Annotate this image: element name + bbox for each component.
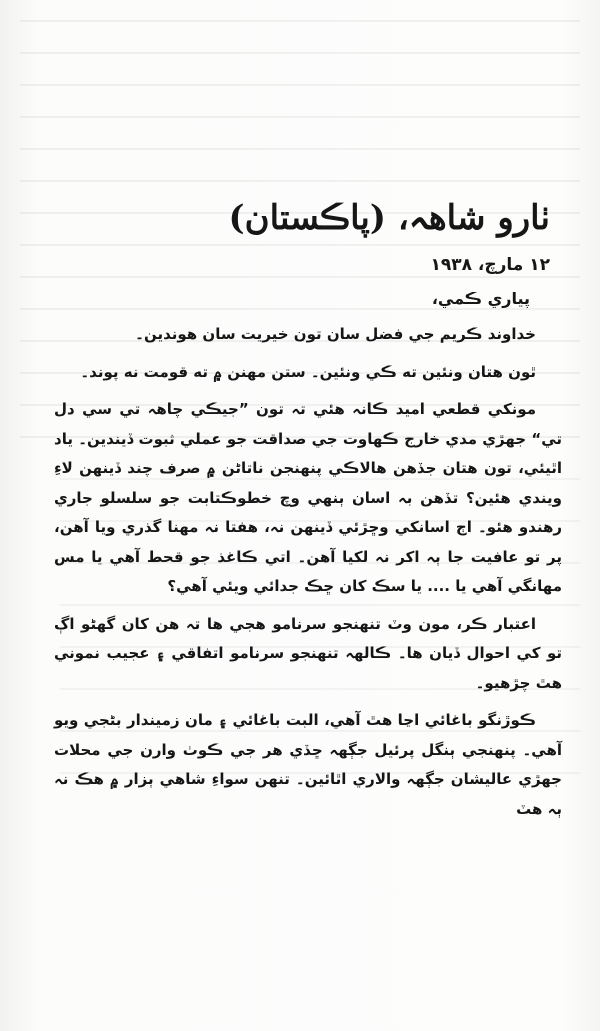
letter-title: ٺارو شاھہ، (پاڪستان) — [228, 198, 550, 238]
paragraph: ڪوڙنگو باغائي اڃا هٿ آهي، البت باغائي ۽ مان زميندار بڻجي ويو آهي۔ پنهنجي ٻنگل پرئيل جڳهہ ڇڏي هر جي ڪوٺ وارن جي محلات جهڙي عاليشان جڳهہ والاري اٿائين۔ تنهن سواءِ شاهي ٻزار ۾ هڪ نہ ٻہ هٽ — [54, 711, 562, 818]
letter-salutation: پياري ڪمي، — [431, 289, 530, 308]
paragraph: مونکي قطعي اميد ڪانہ هئي تہ تون ”جيڪي چاھہ تي سي دل تي“ جهڙي مدي خارج ڪهاوت جي صداقت جو عملي ثبوت ڏيندين۔ ياد اٿيئي، تون هتان جڏهن هالاڪي پنهنجن ناتاڻن ۾ صرف چند ڏينهن لاءِ ويندي هئين؟ تڏهن بہ اسان ٻنهي وچ خطوڪتابت جو سلسلو جاري رهندو هئو۔ اڄ اسانکي وڇڙئي ڏينهن نہ، هفتا نہ مهنا گذري ويا آهن، پر تو عافيت جا ٻہ اکر نہ لکيا آهن۔ اتي ڪاغذ جو قحط آهي يا مس مهانگي آهي يا .... يا سڪ کان ڇڪ جدائي ويئي آهي؟ — [54, 400, 562, 595]
paragraph: خداوند ڪريم جي فضل سان تون خيريت سان هوندين۔ — [135, 325, 536, 343]
paragraph: اعتبار ڪر، مون وٽ تنهنجو سرنامو هجي ها تہ هن کان گهڻو اڳ تو کي احوال ڏيان ها۔ ڪالهہ تنهنجو سرنامو اتفاقي ۽ عجيب نموني هٿ چڙهيو۔ — [54, 614, 562, 692]
letter-body — [54, 192, 562, 832]
letter-date: ١٢ مارچ، ١٩٣٨ — [430, 255, 550, 275]
paragraph: ٿون هتان ونئين ته ڪي ونئين۔ ستن مهنن ۾ ته قومت نه پوند۔ — [80, 362, 536, 381]
